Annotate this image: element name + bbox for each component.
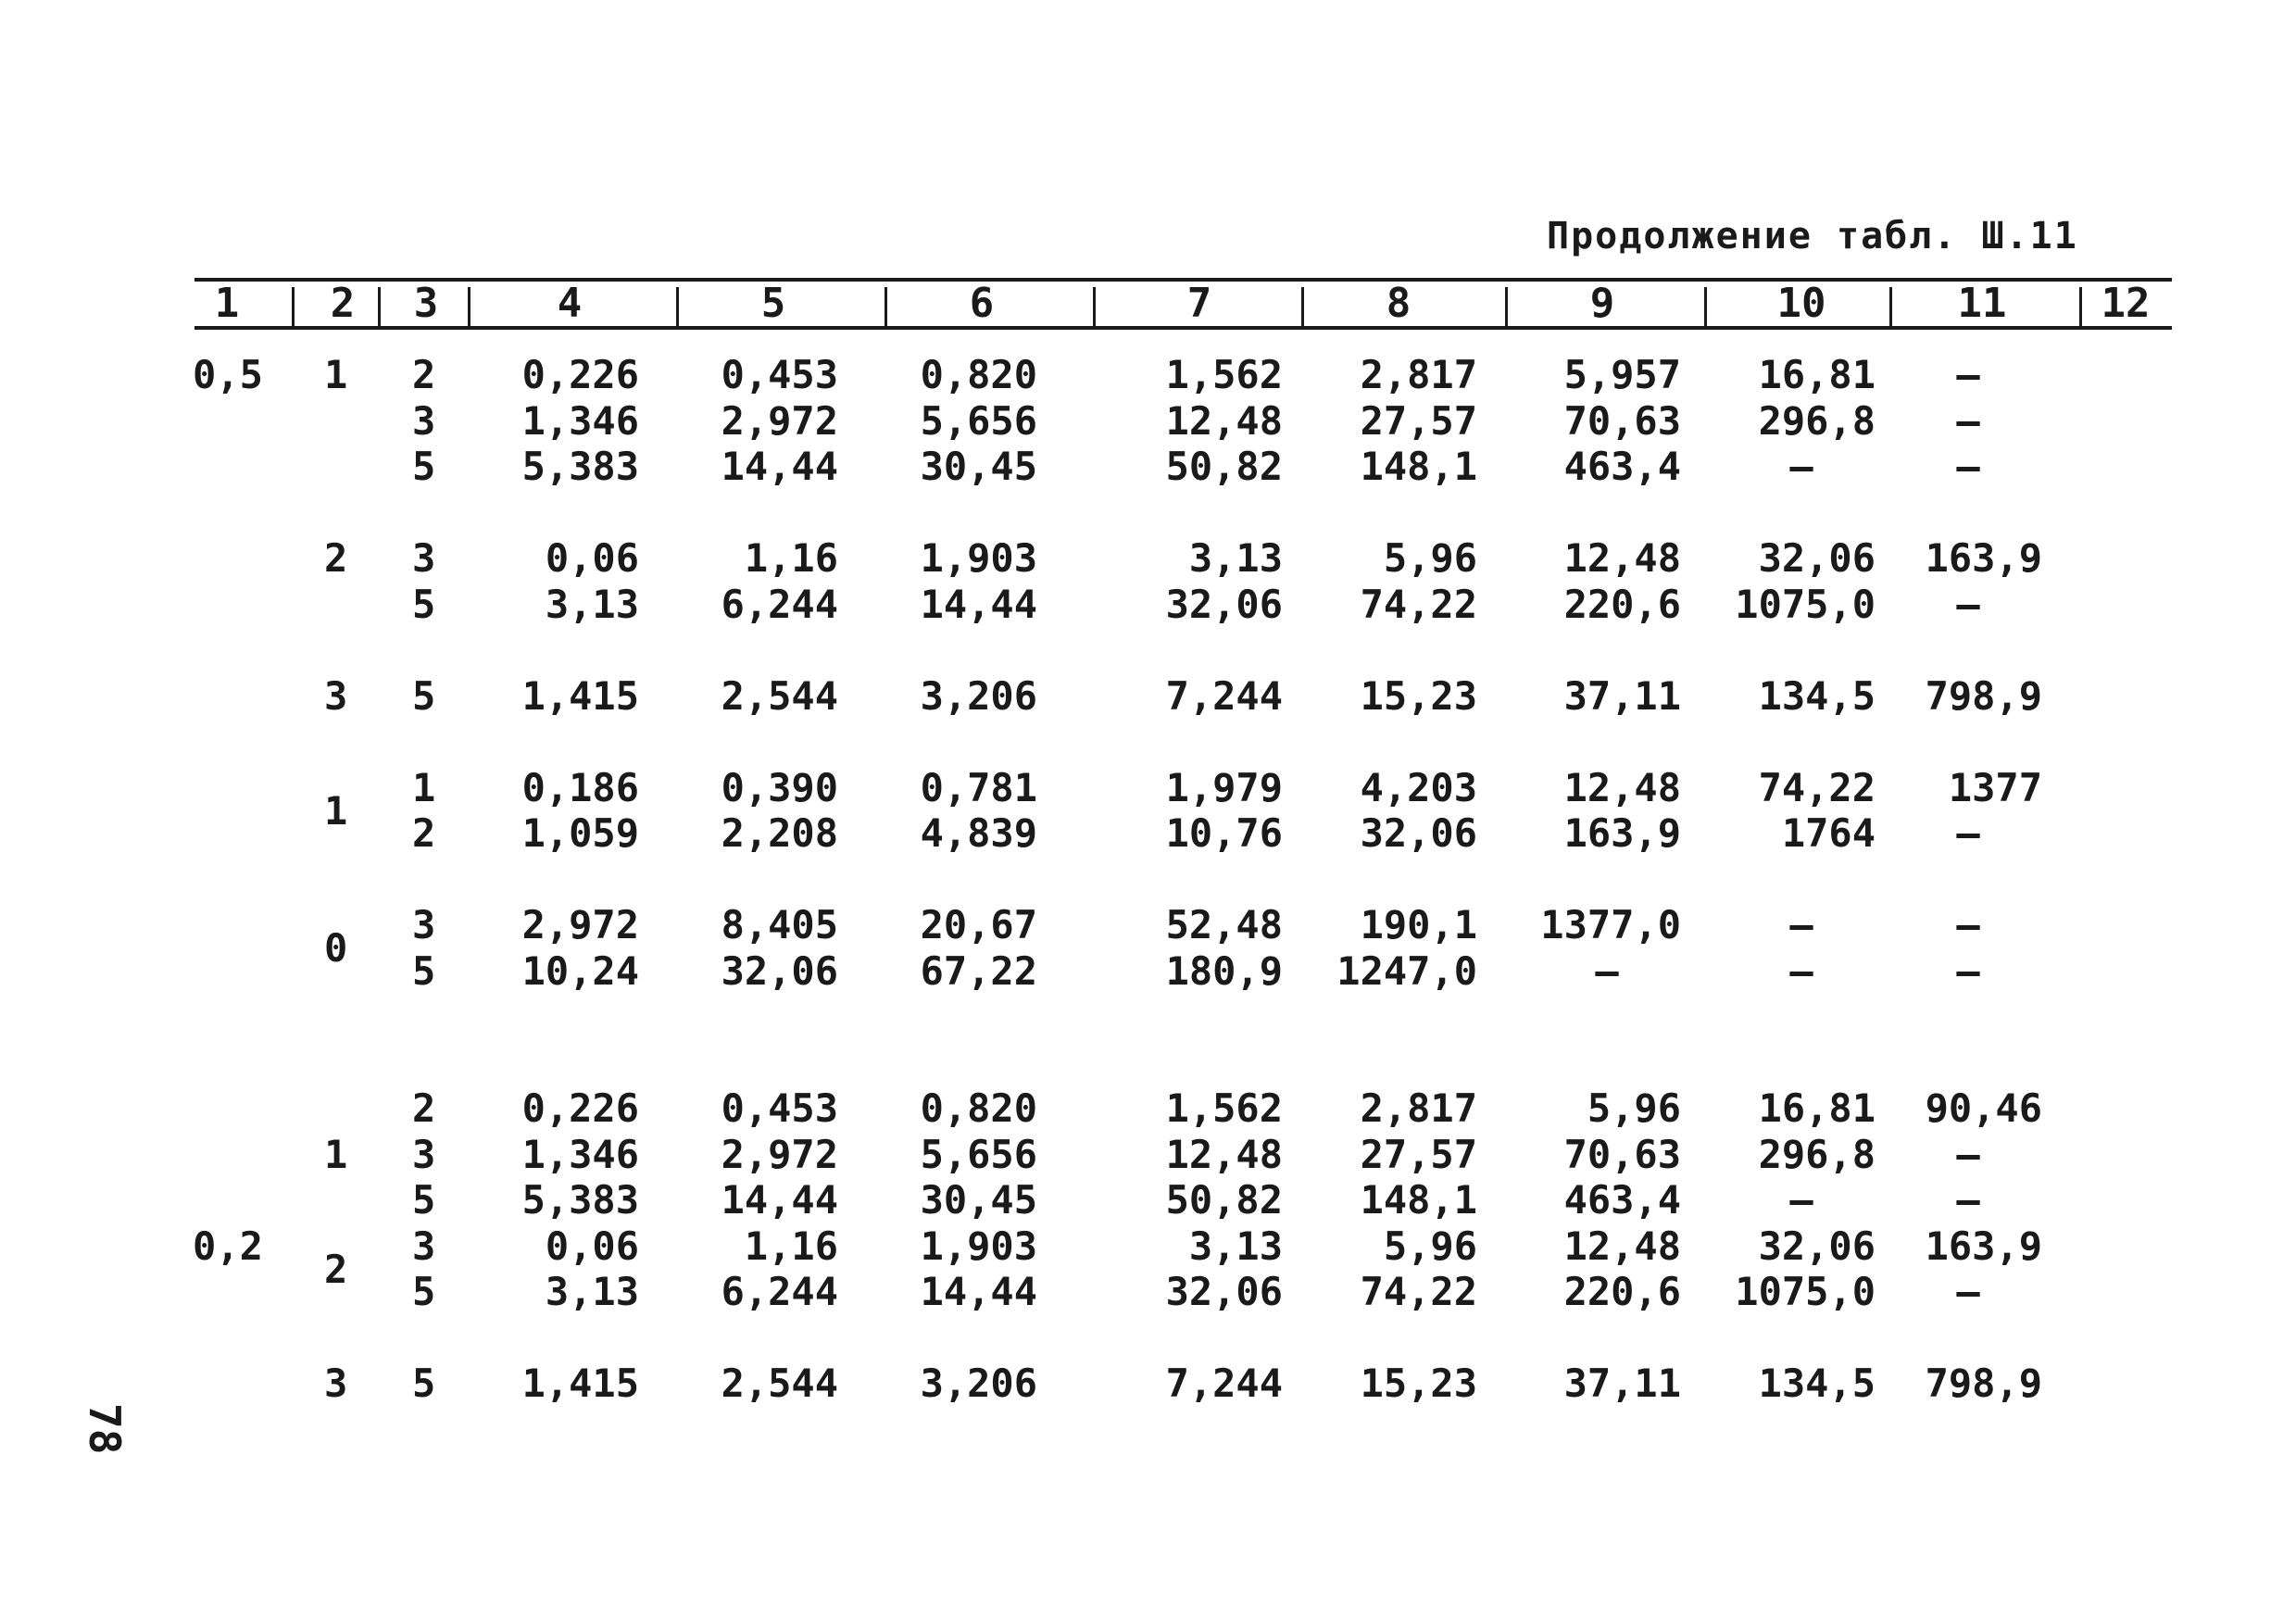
cell-col5: 14,44 xyxy=(721,444,838,489)
cell-col3: 5 xyxy=(412,1361,436,1406)
column-header-3: 3 xyxy=(413,280,439,327)
cell-col8: 2,817 xyxy=(1360,352,1477,397)
column-header-6: 6 xyxy=(969,280,995,327)
cell-col8: 27,57 xyxy=(1360,397,1477,444)
cell-col6: 1,903 xyxy=(920,1223,1037,1269)
cell-col9: 12,48 xyxy=(1563,764,1681,810)
cell-col3: 3 xyxy=(412,1131,436,1177)
cell-col4: 0,226 xyxy=(521,352,639,397)
cell-col10: 32,06 xyxy=(1758,535,1876,581)
cell-col4: 1,415 xyxy=(521,1361,639,1406)
column-header-5: 5 xyxy=(760,280,786,327)
cell-col7: 32,06 xyxy=(1165,1269,1283,1314)
cell-col8: 27,57 xyxy=(1360,1131,1477,1177)
cell-col11: – xyxy=(1956,947,1980,994)
cell-col4: 3,13 xyxy=(545,1269,639,1314)
cell-col8: 74,22 xyxy=(1360,581,1477,627)
cell-col6: 5,656 xyxy=(920,1131,1037,1177)
group-col2: 2 xyxy=(324,535,348,581)
cell-col7: 52,48 xyxy=(1165,902,1283,947)
header-separator xyxy=(468,287,470,326)
page-number: 78 xyxy=(80,1403,130,1455)
group-col2: 2 xyxy=(324,1246,348,1292)
cell-col10: 32,06 xyxy=(1758,1223,1876,1269)
cell-col9: 220,6 xyxy=(1563,1269,1681,1314)
cell-col3: 5 xyxy=(412,672,436,719)
cell-col10: 1075,0 xyxy=(1735,1269,1876,1314)
cell-col9: 5,957 xyxy=(1563,352,1681,397)
cell-col8: 5,96 xyxy=(1383,1223,1477,1269)
group-col1: 0,2 xyxy=(193,1223,263,1269)
cell-col6: 0,781 xyxy=(920,764,1037,810)
header-separator xyxy=(1301,287,1304,326)
cell-col10: 1075,0 xyxy=(1735,581,1876,627)
cell-col3: 5 xyxy=(412,581,436,627)
cell-col11: 798,9 xyxy=(1925,672,2042,719)
cell-col5: 2,972 xyxy=(721,1131,838,1177)
cell-col9: – xyxy=(1595,947,1619,994)
column-header-12: 12 xyxy=(2101,280,2151,327)
cell-col10: 16,81 xyxy=(1758,352,1876,397)
cell-col10: – xyxy=(1789,947,1813,994)
header-separator xyxy=(1704,287,1707,326)
cell-col5: 0,453 xyxy=(721,1085,838,1131)
cell-col8: 5,96 xyxy=(1383,535,1477,581)
cell-col6: 0,820 xyxy=(920,1085,1037,1131)
cell-col5: 2,544 xyxy=(721,672,838,719)
cell-col4: 1,415 xyxy=(521,672,639,719)
table-caption: Продолжение табл. Ш.11 xyxy=(1547,215,2078,257)
cell-col10: – xyxy=(1789,444,1813,489)
cell-col4: 1,346 xyxy=(521,397,639,444)
cell-col11: – xyxy=(1956,1177,1980,1223)
header-bottom-rule xyxy=(194,326,2172,330)
cell-col3: 5 xyxy=(412,947,436,994)
cell-col5: 1,16 xyxy=(744,535,838,581)
cell-col11: – xyxy=(1956,444,1980,489)
cell-col4: 0,226 xyxy=(521,1085,639,1131)
column-header-1: 1 xyxy=(214,280,240,327)
cell-col4: 3,13 xyxy=(545,581,639,627)
cell-col7: 1,562 xyxy=(1165,1085,1283,1131)
column-header-9: 9 xyxy=(1589,280,1615,327)
group-col2: 3 xyxy=(324,672,348,719)
cell-col11: – xyxy=(1956,352,1980,397)
cell-col9: 1377,0 xyxy=(1540,902,1681,947)
cell-col9: 163,9 xyxy=(1563,810,1681,856)
cell-col5: 0,453 xyxy=(721,352,838,397)
cell-col6: 20,67 xyxy=(920,902,1037,947)
cell-col3: 2 xyxy=(412,352,436,397)
cell-col6: 0,820 xyxy=(920,352,1037,397)
cell-col5: 2,208 xyxy=(721,810,838,856)
cell-col3: 2 xyxy=(412,810,436,856)
cell-col4: 10,24 xyxy=(521,947,639,994)
cell-col5: 14,44 xyxy=(721,1177,838,1223)
cell-col3: 3 xyxy=(412,1223,436,1269)
cell-col9: 37,11 xyxy=(1563,672,1681,719)
column-header-11: 11 xyxy=(1957,280,2007,327)
cell-col8: 74,22 xyxy=(1360,1269,1477,1314)
cell-col9: 12,48 xyxy=(1563,535,1681,581)
cell-col6: 14,44 xyxy=(920,1269,1037,1314)
group-col2: 1 xyxy=(324,352,348,397)
column-header-7: 7 xyxy=(1186,280,1212,327)
cell-col4: 5,383 xyxy=(521,1177,639,1223)
column-header-2: 2 xyxy=(330,280,356,327)
cell-col9: 70,63 xyxy=(1563,1131,1681,1177)
header-separator xyxy=(2079,287,2082,326)
cell-col4: 2,972 xyxy=(521,902,639,947)
cell-col7: 3,13 xyxy=(1188,535,1283,581)
cell-col7: 7,244 xyxy=(1165,672,1283,719)
cell-col8: 4,203 xyxy=(1360,764,1477,810)
cell-col7: 1,979 xyxy=(1165,764,1283,810)
column-header-10: 10 xyxy=(1776,280,1826,327)
cell-col3: 5 xyxy=(412,444,436,489)
group-col2: 1 xyxy=(324,1132,348,1177)
header-separator xyxy=(1889,287,1892,326)
cell-col10: – xyxy=(1789,1177,1813,1223)
cell-col9: 463,4 xyxy=(1563,1177,1681,1223)
cell-col3: 3 xyxy=(412,902,436,947)
cell-col6: 14,44 xyxy=(920,581,1037,627)
header-separator xyxy=(1505,287,1508,326)
cell-col9: 12,48 xyxy=(1563,1223,1681,1269)
cell-col9: 70,63 xyxy=(1563,397,1681,444)
cell-col7: 10,76 xyxy=(1165,810,1283,856)
cell-col6: 3,206 xyxy=(920,1361,1037,1406)
column-header-8: 8 xyxy=(1386,280,1411,327)
cell-col6: 4,839 xyxy=(920,810,1037,856)
cell-col4: 0,186 xyxy=(521,764,639,810)
header-separator xyxy=(676,287,679,326)
cell-col9: 463,4 xyxy=(1563,444,1681,489)
cell-col11: – xyxy=(1956,902,1980,947)
cell-col7: 12,48 xyxy=(1165,1131,1283,1177)
header-separator xyxy=(1093,287,1096,326)
cell-col7: 32,06 xyxy=(1165,581,1283,627)
cell-col5: 32,06 xyxy=(721,947,838,994)
cell-col3: 1 xyxy=(412,764,436,810)
cell-col10: – xyxy=(1789,902,1813,947)
cell-col7: 1,562 xyxy=(1165,352,1283,397)
cell-col11: – xyxy=(1956,1131,1980,1177)
cell-col3: 5 xyxy=(412,1269,436,1314)
cell-col5: 8,405 xyxy=(721,902,838,947)
header-separator xyxy=(885,287,887,326)
cell-col10: 1764 xyxy=(1781,810,1876,856)
cell-col8: 15,23 xyxy=(1360,672,1477,719)
cell-col7: 3,13 xyxy=(1188,1223,1283,1269)
cell-col5: 0,390 xyxy=(721,764,838,810)
cell-col10: 16,81 xyxy=(1758,1085,1876,1131)
cell-col11: – xyxy=(1956,397,1980,444)
cell-col11: 1377 xyxy=(1948,764,2042,810)
cell-col7: 50,82 xyxy=(1165,1177,1283,1223)
cell-col7: 12,48 xyxy=(1165,397,1283,444)
cell-col3: 3 xyxy=(412,535,436,581)
cell-col6: 5,656 xyxy=(920,397,1037,444)
cell-col10: 134,5 xyxy=(1758,672,1876,719)
cell-col8: 148,1 xyxy=(1360,444,1477,489)
cell-col4: 1,346 xyxy=(521,1131,639,1177)
cell-col4: 0,06 xyxy=(545,1223,639,1269)
cell-col6: 30,45 xyxy=(920,1177,1037,1223)
header-separator xyxy=(292,287,295,326)
cell-col8: 32,06 xyxy=(1360,810,1477,856)
cell-col10: 296,8 xyxy=(1758,397,1876,444)
header-separator xyxy=(378,287,381,326)
group-col2: 1 xyxy=(324,787,348,834)
cell-col9: 37,11 xyxy=(1563,1361,1681,1406)
cell-col3: 3 xyxy=(412,397,436,444)
cell-col6: 30,45 xyxy=(920,444,1037,489)
cell-col7: 50,82 xyxy=(1165,444,1283,489)
top-rule xyxy=(194,278,2172,282)
cell-col11: 163,9 xyxy=(1925,535,2042,581)
cell-col8: 148,1 xyxy=(1360,1177,1477,1223)
cell-col6: 67,22 xyxy=(920,947,1037,994)
cell-col7: 7,244 xyxy=(1165,1361,1283,1406)
cell-col3: 2 xyxy=(412,1085,436,1131)
group-col2: 0 xyxy=(324,925,348,971)
group-col1: 0,5 xyxy=(193,352,263,397)
cell-col11: – xyxy=(1956,1269,1980,1314)
cell-col8: 1247,0 xyxy=(1336,947,1477,994)
cell-col4: 0,06 xyxy=(545,535,639,581)
cell-col5: 6,244 xyxy=(721,1269,838,1314)
cell-col5: 2,972 xyxy=(721,397,838,444)
cell-col8: 190,1 xyxy=(1360,902,1477,947)
cell-col8: 2,817 xyxy=(1360,1085,1477,1131)
cell-col9: 220,6 xyxy=(1563,581,1681,627)
cell-col11: 90,46 xyxy=(1925,1085,2042,1131)
cell-col5: 1,16 xyxy=(744,1223,838,1269)
cell-col10: 296,8 xyxy=(1758,1131,1876,1177)
cell-col8: 15,23 xyxy=(1360,1361,1477,1406)
cell-col4: 5,383 xyxy=(521,444,639,489)
cell-col5: 2,544 xyxy=(721,1361,838,1406)
column-header-4: 4 xyxy=(557,280,583,327)
cell-col5: 6,244 xyxy=(721,581,838,627)
cell-col10: 74,22 xyxy=(1758,764,1876,810)
cell-col9: 5,96 xyxy=(1587,1085,1681,1131)
cell-col11: 163,9 xyxy=(1925,1223,2042,1269)
cell-col4: 1,059 xyxy=(521,810,639,856)
cell-col11: 798,9 xyxy=(1925,1361,2042,1406)
cell-col10: 134,5 xyxy=(1758,1361,1876,1406)
cell-col11: – xyxy=(1956,810,1980,856)
cell-col3: 5 xyxy=(412,1177,436,1223)
cell-col6: 1,903 xyxy=(920,535,1037,581)
cell-col11: – xyxy=(1956,581,1980,627)
cell-col6: 3,206 xyxy=(920,672,1037,719)
group-col2: 3 xyxy=(324,1361,348,1406)
cell-col7: 180,9 xyxy=(1165,947,1283,994)
